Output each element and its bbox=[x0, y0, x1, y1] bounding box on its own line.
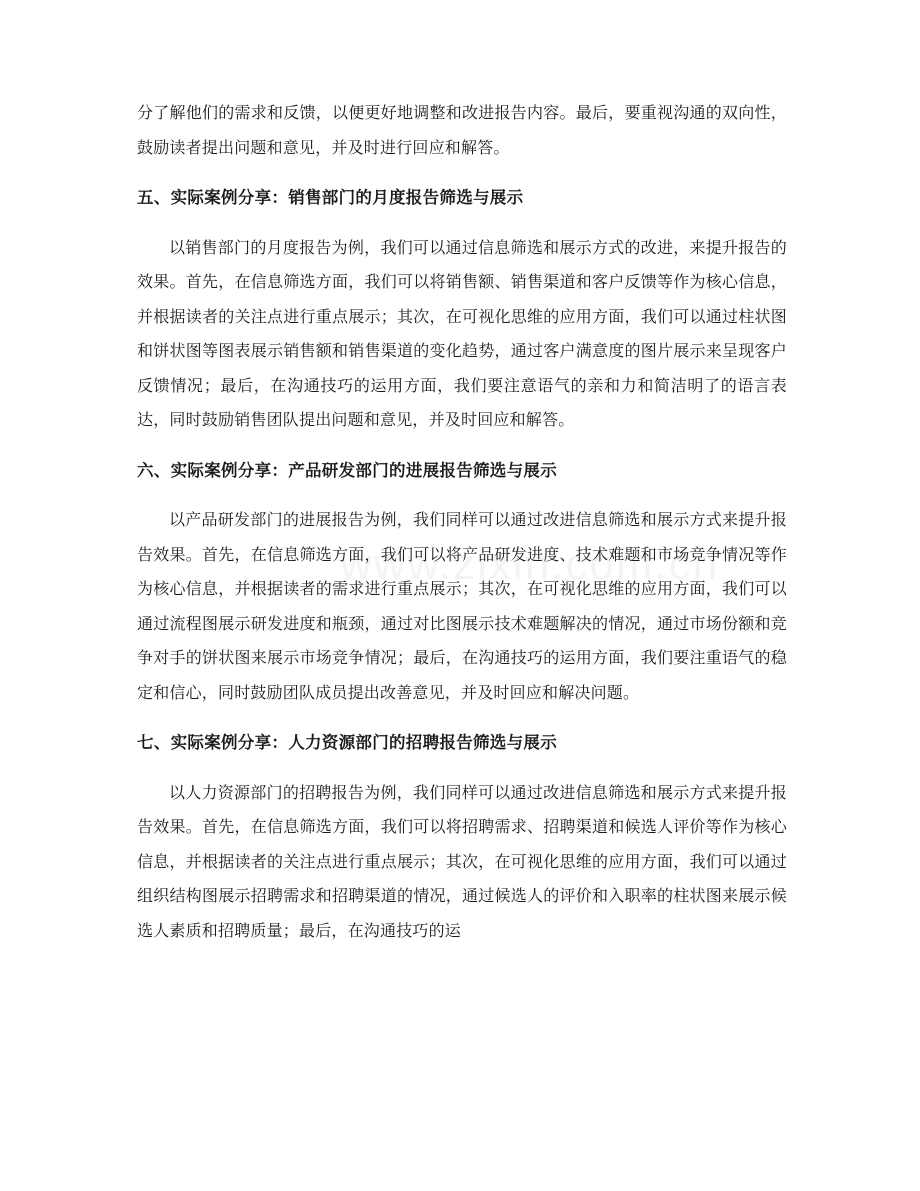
section-body-6: 以产品研发部门的进展报告为例，我们同样可以通过改进信息筛选和展示方式来提升报告效果。首先，在信息筛选方面，我们可以将产品研发进度、技术难题和市场竞争情况等作为核心信息，并根据读者的需求进行重点展示；其次，在可视化思维的应用方面，我们可以通过流程图展示研发进度和瓶颈，通过对比图展示技术难题解决的情况，通过市场份额和竞争对手的饼状图来展示市场竞争情况；最后，在沟通技巧的运用方面，我们要注重语气的稳定和信心，同时鼓励团队成员提出改善意见，并及时回应和解决问题。 bbox=[137, 510, 787, 702]
section-heading-6: 六、实际案例分享：产品研发部门的进展报告筛选与展示 bbox=[137, 460, 557, 480]
document-page bbox=[137, 96, 787, 948]
section-body-7: 以人力资源部门的招聘报告为例，我们同样可以通过改进信息筛选和展示方式来提升报告效果。首先，在信息筛选方面，我们可以将招聘需求、招聘渠道和候选人评价等作为核心信息，并根据读者的关注点进行重点展示；其次，在可视化思维的应用方面，我们可以通过组织结构图展示招聘需求和招聘渠道的情况，通过候选人的评价和入职率的柱状图来展示候选人素质和招聘质量；最后，在沟通技巧的运 bbox=[137, 782, 787, 940]
section-heading-7: 七、实际案例分享：人力资源部门的招聘报告筛选与展示 bbox=[137, 733, 557, 752]
intro-paragraph: 分了解他们的需求和反馈，以便更好地调整和改进报告内容。最后，要重视沟通的双向性，鼓励读者提出问题和意见，并及时进行回应和解答。 bbox=[137, 103, 787, 157]
section-body-5: 以销售部门的月度报告为例，我们可以通过信息筛选和展示方式的改进，来提升报告的效果。首先，在信息筛选方面，我们可以将销售额、销售渠道和客户反馈等作为核心信息，并根据读者的关注点进行重点展示；其次，在可视化思维的应用方面，我们可以通过柱状图和饼状图等图表展示销售额和销售渠道的变化趋势，通过客户满意度的图片展示来呈现客户反馈情况；最后，在沟通技巧的运用方面，我们要注意语气的亲和力和简洁明了的语言表达，同时鼓励销售团队提出问题和意见，并及时回应和解答。 bbox=[137, 237, 787, 429]
section-heading-5: 五、实际案例分享：销售部门的月度报告筛选与展示 bbox=[137, 188, 524, 207]
